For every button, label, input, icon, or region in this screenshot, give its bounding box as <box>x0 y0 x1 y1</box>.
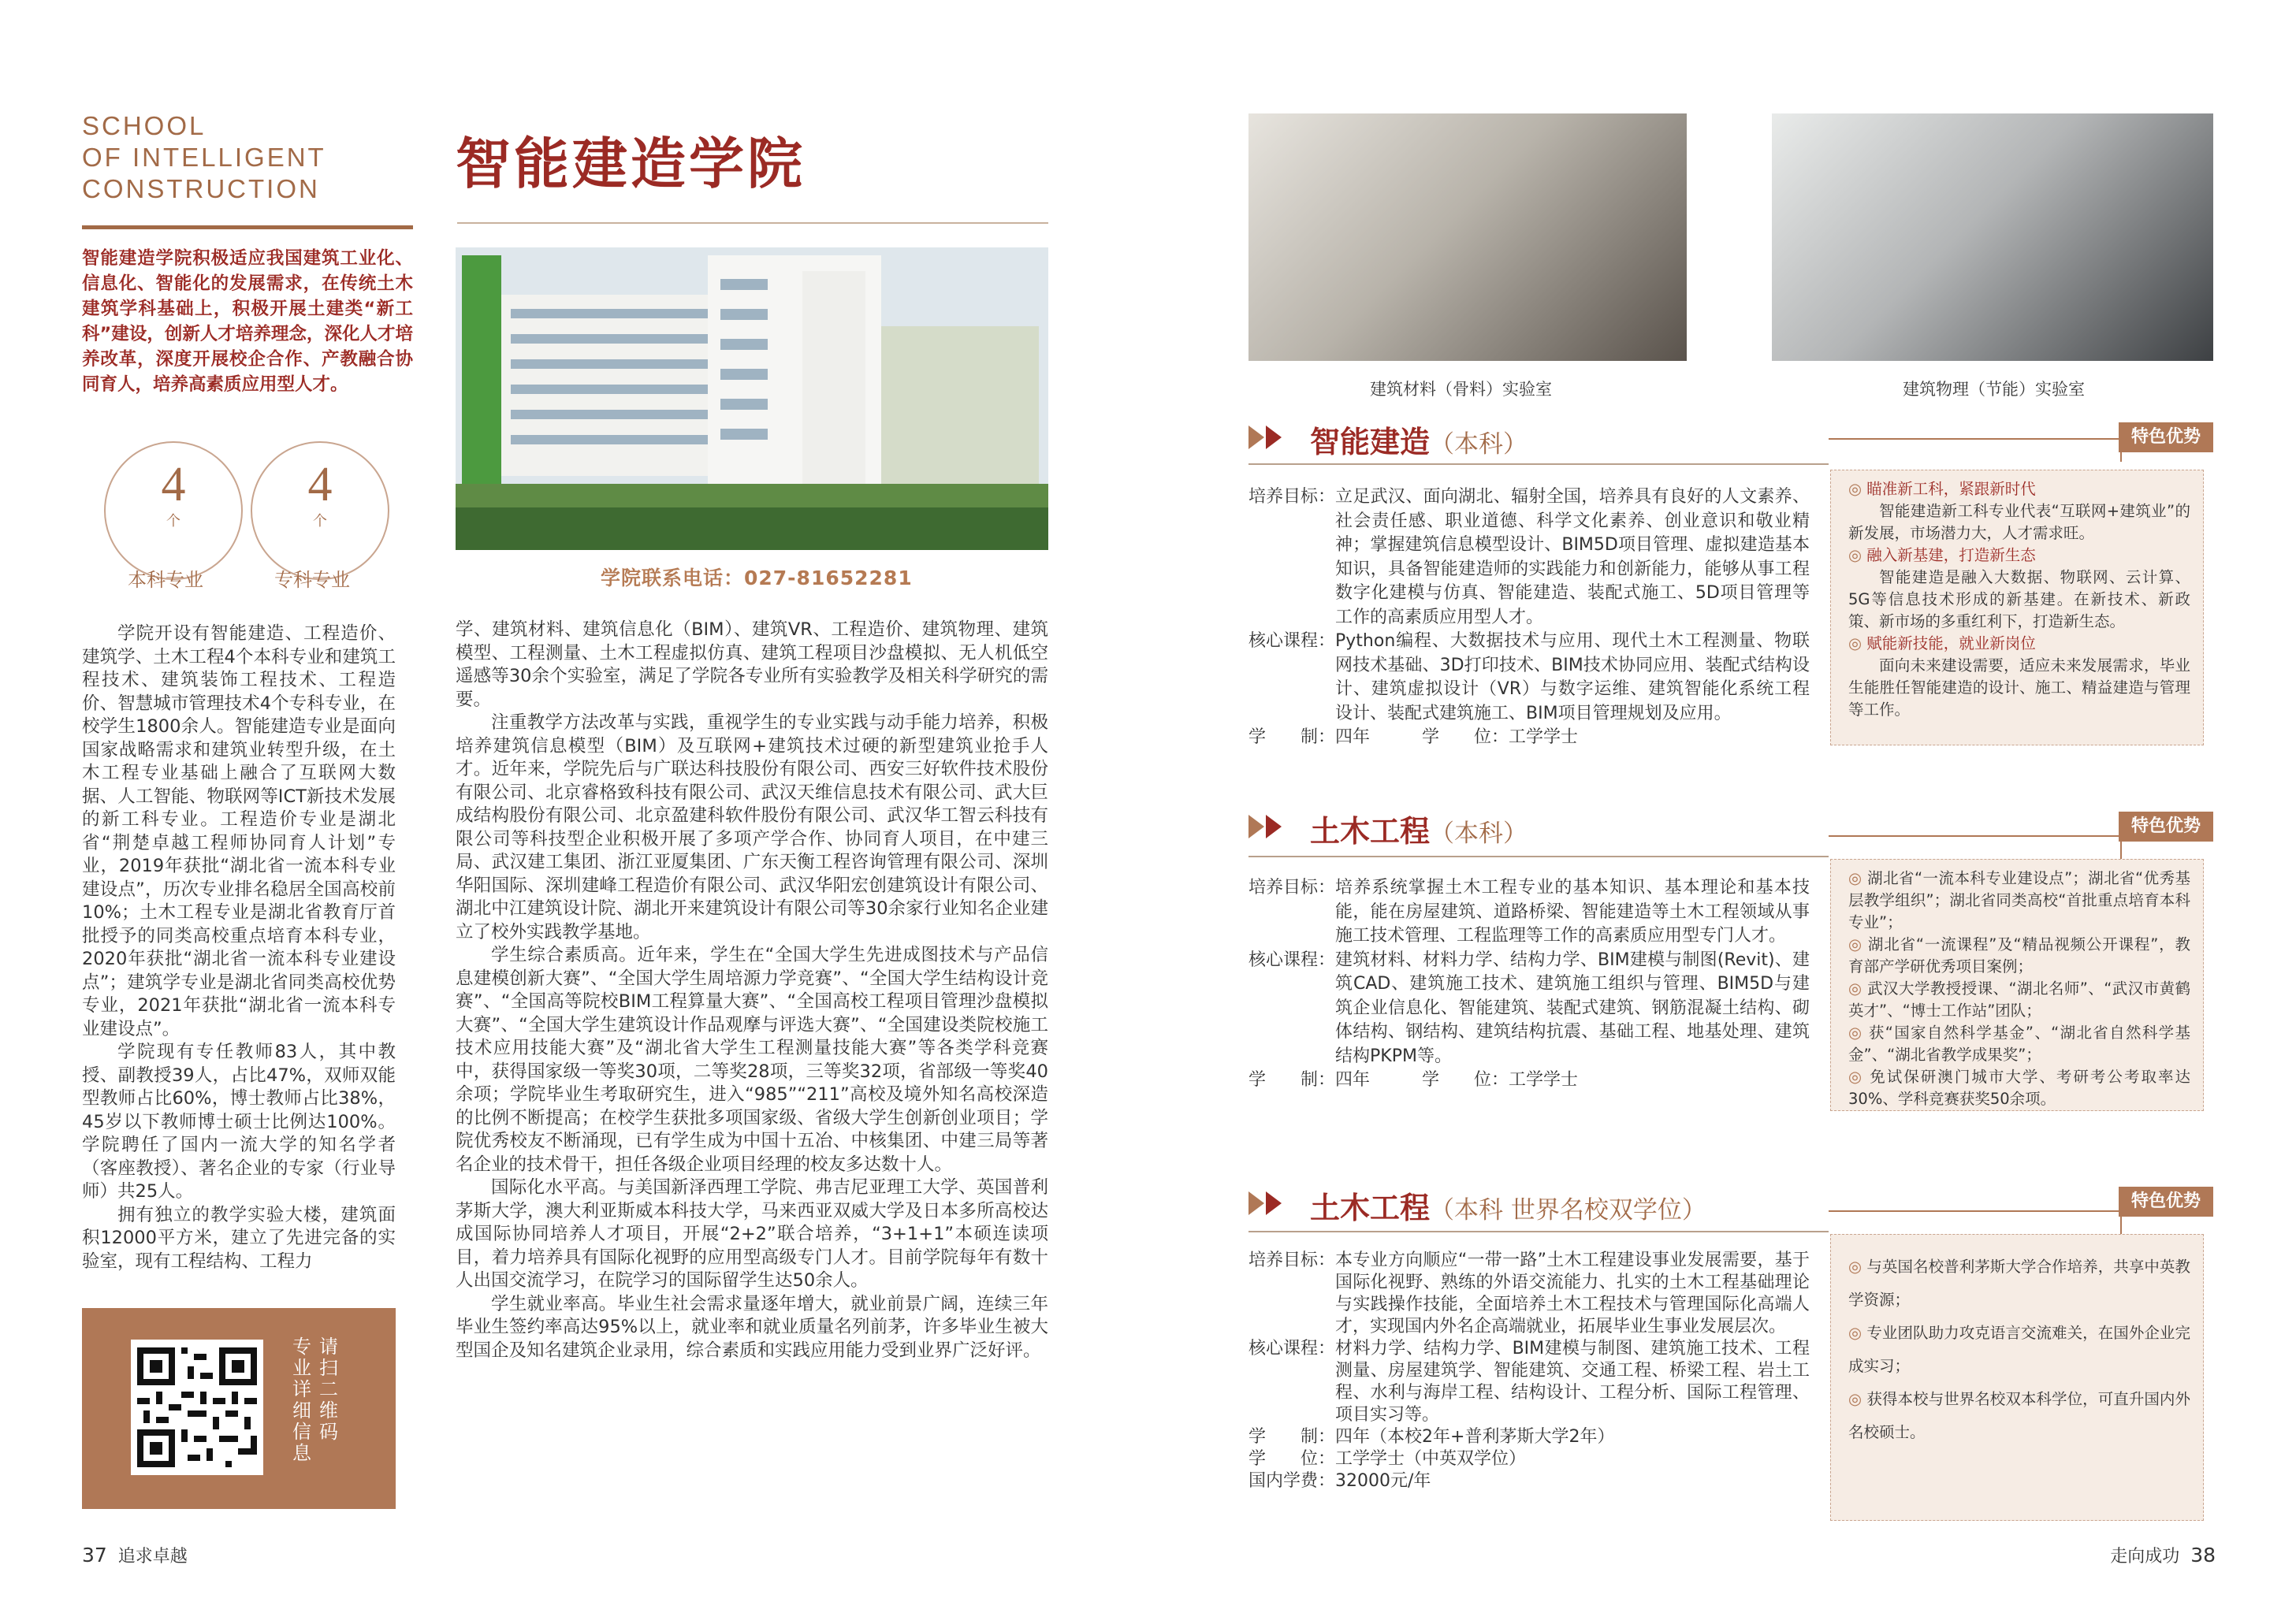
info-value: 培养系统掌握土木工程专业的基本知识、基本理论和基本技能，能在房屋建筑、道路桥梁、智能建造等土木工程领域从事施工技术管理、工程监理等工作的高素质应用型专门人才。 <box>1335 878 1810 946</box>
feature-text: ◎ 免试保研澳门城市大学、考研考公考取率达30%、学科竞赛获奖50余项。 <box>1848 1068 2190 1108</box>
title-divider <box>457 222 1048 224</box>
school-english-name <box>82 110 326 205</box>
stat-label: 专科专业 <box>274 569 350 591</box>
footer-slogan: 追求卓越 <box>117 1547 188 1567</box>
paragraph: 国际化水平高。与美国新泽西理工学院、弗吉尼亚理工大学、英国普利茅斯大学，澳大利亚斯威本科技大学，马来西亚双威大学及日本多所高校达成国际协同培养人才项目，开展“2+2”联合培养，“3+1+1”本硕连读项目，着力培养具有国际化视野的应用型高级专门人才。目前学院每年有数十人出国交流学习，在院学习的国际留学生达50余人。 <box>456 1177 1048 1291</box>
feature-tag: 特色优势 <box>2119 422 2213 452</box>
info-key: 核心课程： <box>1248 631 1336 651</box>
page-number: 37 <box>82 1544 107 1567</box>
feature-heading: ◎ 赋能新技能，就业新岗位 <box>1848 634 2036 652</box>
section-arrow-icon <box>1248 813 1293 840</box>
feature-text: ◎ 武汉大学教授授课、“湖北名师”、“武汉市黄鹤英才”、“博士工作站”团队； <box>1848 979 2191 1020</box>
info-value: 工学学士 <box>1509 727 1579 747</box>
feature-text: ◎ 专业团队助力攻克语言交流难关，在国外企业完成实习； <box>1848 1324 2190 1375</box>
feature-text: 面向未来建设需要，适应未来发展需求，毕业生能胜任智能建造的设计、施工、精益建造与管理等工作。 <box>1848 656 2190 719</box>
qr-caption <box>292 1336 339 1464</box>
stat-unit: 个 <box>166 513 180 530</box>
feature-text: ◎ 获“国家自然科学基金”、“湖北省自然科学基金”、“湖北省教学成果奖”； <box>1848 1024 2191 1064</box>
info-value: 立足武汉、面向湖北、辐射全国，培养具有良好的人文素养、社会责任感、职业道德、科学文化素养、创业意识和敬业精神；掌握建筑信息模型设计、BIM5D项目管理、虚拟建造基本知识，具备智能建造师的实践能力和创新能力，能够从事工程数字化建模与仿真、智能建造、装配式施工、5D项目管理等工作的高素质应用型人才。 <box>1335 487 1810 627</box>
major-level: （本科 世界名校双学位） <box>1430 1196 1706 1225</box>
major-name: 土木工程 <box>1310 814 1431 849</box>
info-value: 工学学士（中英双学位） <box>1335 1449 1527 1469</box>
school-en-line: CONSTRUCTION <box>82 174 320 203</box>
feature-heading: ◎ 瞄准新工科，紧跟新时代 <box>1848 480 2036 498</box>
info-value: Python编程、大数据技术与应用、现代土木工程测量、物联网技术基础、3D打印技术、BIM技术协同应用、装配式结构设计、建筑虚拟设计（VR）与数字运维、建筑智能化系统工程设计、装配式建筑施工、BIM项目管理规划及应用。 <box>1335 631 1810 723</box>
qr-code[interactable] <box>131 1340 263 1475</box>
paragraph: 学院现有专任教师83人，其中教授、副教授39人，占比47%，双师双能型教师占比60%，博士教师占比38%，45岁以下教师博士硕士比例达100%。学院聘任了国内一流大学的知名学者（客座教授）、著名企业的专家（行业导师）共25人。 <box>82 1042 396 1202</box>
info-value: 四年 <box>1335 727 1371 747</box>
footer-right <box>2110 1543 2216 1567</box>
info-key: 学 制： <box>1248 1427 1336 1447</box>
stat-number: 4 <box>161 458 186 511</box>
info-key: 学 位： <box>1422 1070 1509 1090</box>
info-value: 材料力学、结构力学、BIM建模与制图、建筑施工技术、工程测量、房屋建筑学、智能建筑、交通工程、桥梁工程、岩土工程、水利与海岸工程、结构设计、工程分析、国际工程管理、项目实习等。 <box>1335 1339 1810 1425</box>
major-info <box>1248 876 1810 1093</box>
major-title <box>1310 1184 1706 1227</box>
stat-number: 4 <box>307 458 333 511</box>
info-key: 学 制： <box>1248 727 1336 747</box>
major-info <box>1248 485 1810 750</box>
feature-text: ◎ 湖北省“一流课程”及“精品视频公开课程”，教育部产学研优秀项目案例； <box>1848 935 2190 976</box>
feature-box <box>1830 1234 2204 1521</box>
major-level: （本科） <box>1430 430 1528 459</box>
info-value: 四年 <box>1335 1070 1371 1090</box>
info-key: 核心课程： <box>1248 1339 1336 1358</box>
photo-caption: 建筑物理（节能）实验室 <box>1903 380 2085 399</box>
feature-text: ◎ 与英国名校普利茅斯大学合作培养，共享中英教学资源； <box>1848 1258 2190 1309</box>
lab-photo-materials <box>1248 113 1687 361</box>
major-name: 智能建造 <box>1310 425 1431 459</box>
feature-tag: 特色优势 <box>2119 812 2213 842</box>
contact-phone: 学院联系电话：027-81652281 <box>601 567 913 589</box>
stat-college-circle <box>251 441 389 580</box>
lab-photo-physics <box>1772 113 2213 361</box>
feature-tag: 特色优势 <box>2119 1187 2213 1217</box>
qr-code-graphic <box>131 1340 263 1475</box>
info-value: 本专业方向顺应“一带一路”土木工程建设事业发展需要，基于国际化视野、熟练的外语交流能力、扎实的土木工程基础理论与实践操作技能，全面培养土木工程技术与管理国际化高端人才，实现国内外名企高端就业，拓展毕业生事业发展层次。 <box>1335 1251 1810 1336</box>
school-en-line: SCHOOL <box>82 111 207 140</box>
page-title: 智能建造学院 <box>456 131 806 196</box>
major-name: 土木工程 <box>1310 1191 1431 1225</box>
school-en-line: OF INTELLIGENT <box>82 143 326 172</box>
info-value: 建筑材料、材料力学、结构力学、BIM建模与制图(Revit)、建筑CAD、建筑施工技术、建筑施工组织与管理、BIM5D与建筑企业信息化、智能建筑、装配式建筑、钢筋混凝土结构、砌体结构、钢结构、建筑结构抗震、基础工程、地基处理、建筑结构PKPM等。 <box>1335 950 1810 1066</box>
info-value: 工学学士 <box>1509 1070 1579 1090</box>
paragraph: 学生就业率高。毕业生社会需求量逐年增大，就业前景广阔，连续三年毕业生签约率高达95%以上，就业率和就业质量名列前茅，许多毕业生被大型国企及知名建筑企业录用，综合素质和实践应用能力受到业界广泛好评。 <box>456 1293 1048 1361</box>
paragraph: 学院开设有智能建造、工程造价、建筑学、土木工程4个本科专业和建筑工程技术、建筑装饰工程技术、工程造价、智慧城市管理技术4个专科专业，在校学生1800余人。智能建造专业是面向国家战略需求和建筑业转型升级，在土木工程专业基础上融合了互联网大数据、人工智能、物联网等ICT新技术发展的新工科专业。工程造价专业是湖北省“荆楚卓越工程师协同育人计划”专业，2019年获批“湖北省一流本科专业建设点”，历次专业排名稳居全国高校前10%；土木工程专业是湖北省教育厅首批授予的同类高校重点培育本科专业，2020年获批“湖北省一流本科专业建设点”；建筑学专业是湖北省同类高校优势专业，2021年获批“湖北省一流本科专业建设点”。 <box>82 623 396 1039</box>
info-key: 培养目标： <box>1248 1251 1336 1270</box>
qr-caption-line: 专业详细信息 <box>292 1336 311 1464</box>
section-arrow-icon <box>1248 424 1293 451</box>
footer-slogan: 走向成功 <box>2110 1547 2180 1567</box>
info-value: 32000元/年 <box>1335 1471 1431 1491</box>
body-column-middle <box>456 619 1048 1362</box>
stat-label: 本科专业 <box>128 569 203 591</box>
info-key: 学 位： <box>1248 1449 1336 1469</box>
info-value: 四年（本校2年+普利茅斯大学2年） <box>1335 1427 1615 1447</box>
building-illustration <box>456 247 1048 550</box>
intro-text: 智能建造学院积极适应我国建筑工业化、信息化、智能化的发展需求，在传统土木建筑学科基础上，积极开展土建类“新工科”建设，创新人才培养理念，深化人才培养改革，深度开展校企合作、产教融合协同育人，培养高素质应用型人才。 <box>82 248 413 395</box>
section-divider <box>1248 1231 1829 1232</box>
paragraph: 学、建筑材料、建筑信息化（BIM）、建筑VR、工程造价、建筑物理、建筑模型、工程测量、土木工程虚拟仿真、建筑工程项目沙盘模拟、无人机低空遥感等30余个实验室，满足了学院各专业所有实验教学及相关科学研究的需要。 <box>456 619 1048 710</box>
feature-heading: ◎ 融入新基建，打造新生态 <box>1848 546 2036 564</box>
college-building-photo <box>456 247 1048 550</box>
section-divider <box>1248 856 1829 857</box>
section-divider <box>1248 463 1829 465</box>
section-arrow-icon <box>1248 1190 1293 1217</box>
section-bracket <box>1829 835 2122 859</box>
feature-text: 智能建造是融入大数据、物联网、云计算、5G等信息技术形成的新基建。在新技术、新政策、新市场的多重红利下，打造新生态。 <box>1848 568 2190 630</box>
major-level: （本科） <box>1430 820 1528 848</box>
intro-bar <box>82 225 413 229</box>
footer-left <box>82 1543 188 1567</box>
major-info <box>1248 1250 1810 1492</box>
info-key: 国内学费： <box>1248 1471 1336 1491</box>
stat-unit: 个 <box>313 513 327 530</box>
info-key: 培养目标： <box>1248 487 1336 507</box>
paragraph: 注重教学方法改革与实践，重视学生的专业实践与动手能力培养，积极培养建筑信息模型（BIM）及互联网+建筑技术过硬的新型建筑业抢手人才。近年来，学院先后与广联达科技股份有限公司、西安三好软件技术股份有限公司、北京睿格致科技有限公司、武汉天维信息技术有限公司、武大巨成结构股份有限公司、北京盈建科软件股份有限公司、武汉华工智云科技有限公司等科技型企业积极开展了多项产学合作、协同育人项目，在中建三局、武汉建工集团、浙江亚厦集团、广东天衡工程咨询管理有限公司、深圳华阳国际、深圳建峰工程造价有限公司、武汉华阳宏创建筑设计有限公司、湖北中江建筑设计院、湖北开来建筑设计有限公司等30余家行业知名企业建立了校外实践教学基地。 <box>456 712 1048 942</box>
page-number: 38 <box>2190 1544 2216 1567</box>
major-title <box>1310 418 1528 461</box>
body-column-left <box>82 623 396 1273</box>
info-key: 核心课程： <box>1248 950 1336 970</box>
section-bracket <box>1829 438 2122 462</box>
info-key: 学 制： <box>1248 1070 1336 1090</box>
feature-text: 智能建造新工科专业代表“互联网+建筑业”的新发展，市场潜力大，人才需求旺。 <box>1848 502 2190 542</box>
paragraph: 学生综合素质高。近年来，学生在“全国大学生先进成图技术与产品信息建模创新大赛”、“全国大学生周培源力学竞赛”、“全国大学生结构设计竞赛”、“全国高等院校BIM工程算量大赛”、“全国高校工程项目管理沙盘模拟大赛”、“全国大学生建筑设计作品观摩与评选大赛”、“全国建设类院校施工技术应用技能大赛”及“湖北省大学生工程测量技能大赛”等各类学科竞赛中，获得国家级一等奖30项，二等奖28项，三等奖32项，省部级一等奖40余项；学院毕业生考取研究生，进入“985”“211”高校及境外知名高校深造的比例不断提高；在校学生获批多项国家级、省级大学生创新创业项目；学院优秀校友不断涌现，已有学生成为中国十五冶、中核集团、中建三局等著名企业的技术骨干，担任各级企业项目经理的校友多达数十人。 <box>456 945 1048 1175</box>
qr-caption-line: 请扫二维码 <box>319 1336 338 1443</box>
feature-box <box>1830 470 2204 745</box>
section-bracket <box>1829 1210 2122 1234</box>
feature-text: ◎ 获得本校与世界名校双本科学位，可直升国内外名校硕士。 <box>1848 1390 2190 1441</box>
feature-text: ◎ 湖北省“一流本科专业建设点”；湖北省“优秀基层教学组织”；湖北省同类高校“首批重点培育本科专业”； <box>1848 869 2190 931</box>
qr-panel <box>82 1308 396 1509</box>
photo-caption: 建筑材料（骨料）实验室 <box>1370 380 1552 399</box>
paragraph: 拥有独立的教学实验大楼，建筑面积12000平方米，建立了先进完备的实验室，现有工程结构、工程力 <box>82 1204 396 1272</box>
info-key: 培养目标： <box>1248 878 1336 898</box>
stat-undergrad-circle <box>104 441 243 580</box>
feature-box <box>1830 859 2204 1111</box>
info-key: 学 位： <box>1422 727 1509 747</box>
major-title <box>1310 807 1528 850</box>
